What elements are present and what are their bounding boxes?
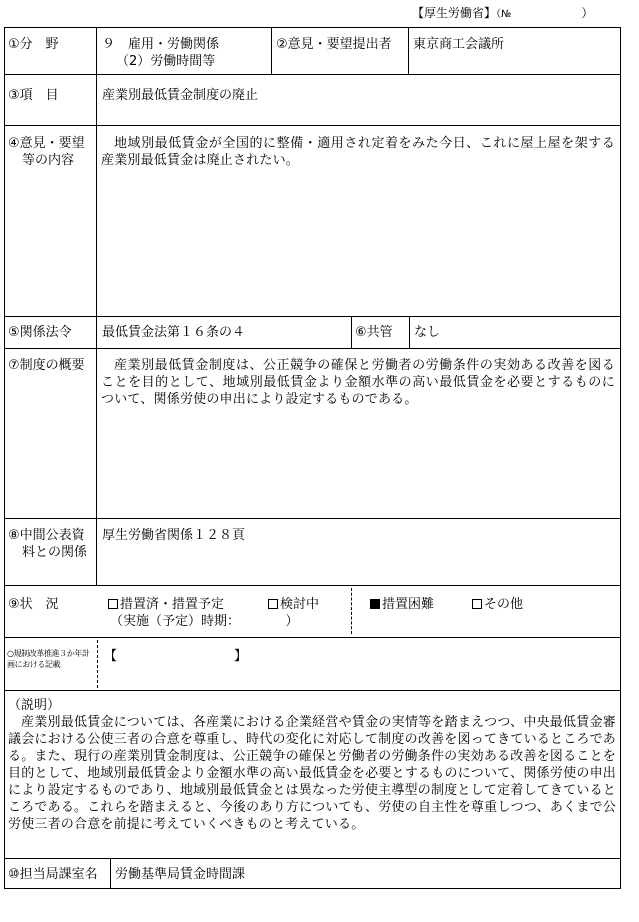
bureau-value: 労働基準局賃金時間課 [115,867,246,882]
status-option-review[interactable] [268,596,319,613]
interim-label-line2: 料との関係 [22,545,88,560]
status-option-difficult-label: 措置困難 [382,597,435,612]
content-label-line2: 等の内容 [22,153,75,168]
status-label: ⑨状 況 [8,597,59,612]
checkbox-review[interactable] [268,599,278,609]
plan-label: ○規制改革推進３か年計画における記載 [7,649,90,669]
jurisdiction-label: ⑥共管 [355,325,393,340]
interim-value: 厚生労働省関係１２８頁 [102,528,246,543]
explanation-text: 産業別最低賃金については、各産業における企業経営や賃金の実情等を踏まえつつ、中央最低賃金審議会における公使三者の合意を尊重し、時代の変化に対応して制度の改善を図ってきているところである。また、現行の産業別賃金制度は、公正競争の確保と労働者の労働条件の実効ある改善を図ることを目的として、地域別最低賃金より金額水準の高い最低賃金を必要とするものについて、関係労使の申出により設定するものであり、地域別最低賃金とは異なった労使主導型の制度として定着してきているところである。これらを踏まえると、今後のあり方についても、労使の自主性を尊重しつつ、あくまで公労使三者の合意を前提に考えていくべきものと考えている。 [8,715,616,832]
status-timing: （実施（予定）時期： ） [110,614,299,629]
checkbox-other[interactable] [472,599,482,609]
status-option-done[interactable] [108,596,224,613]
status-option-review-label: 検討中 [280,597,320,612]
field-value [102,36,219,70]
system-label: ⑦制度の概要 [8,358,85,373]
system-text: 産業別最低賃金制度は、公正競争の確保と労働者の労働条件の実効ある改善を図ることを目的として、地域別最低賃金より金額水準の高い最低賃金を必要とするものについて、関係労使の申出により設定するものである。 [101,358,615,407]
ministry-header [412,4,593,21]
submitter-value: 東京商工会議所 [413,37,505,52]
status-option-other-label: その他 [484,597,524,612]
ministry-name: 【厚生労働省】 [412,6,497,20]
checkbox-difficult[interactable] [370,599,380,609]
status-option-done-label: 措置済・措置予定 [120,597,225,612]
item-label: ③項 目 [8,88,59,103]
status-option-other[interactable] [472,596,523,613]
content-label [8,135,94,169]
field-value-line2: （2）労働時間等 [116,54,216,69]
item-value: 産業別最低賃金制度の廃止 [102,88,259,103]
number-close: ） [581,6,594,20]
status-option-difficult[interactable] [370,596,434,613]
field-value-line1: ９ 雇用・労働関係 [102,37,220,52]
checkbox-done[interactable] [108,599,118,609]
interim-label-line1: ⑧中間公表資 [8,528,85,543]
jurisdiction-value: なし [414,325,441,340]
law-label: ⑤関係法令 [8,325,72,340]
number-label: （№ [496,9,512,20]
submitter-label: ②意見・要望提出者 [276,37,392,52]
content-text: 地域別最低賃金が全国的に整備・適用され定着をみた今日、これに屋上屋を架する産業別最低賃金は廃止されたい。 [101,136,615,168]
law-value: 最低賃金法第１６条の４ [102,325,246,340]
interim-label [8,527,94,561]
bureau-label: ⑩担当局課室名 [8,867,98,882]
plan-value: 【 】 [104,649,248,664]
explanation-heading: （説明） [8,698,61,713]
field-label: ①分 野 [8,37,59,52]
content-label-line1: ④意見・要望 [8,136,85,151]
